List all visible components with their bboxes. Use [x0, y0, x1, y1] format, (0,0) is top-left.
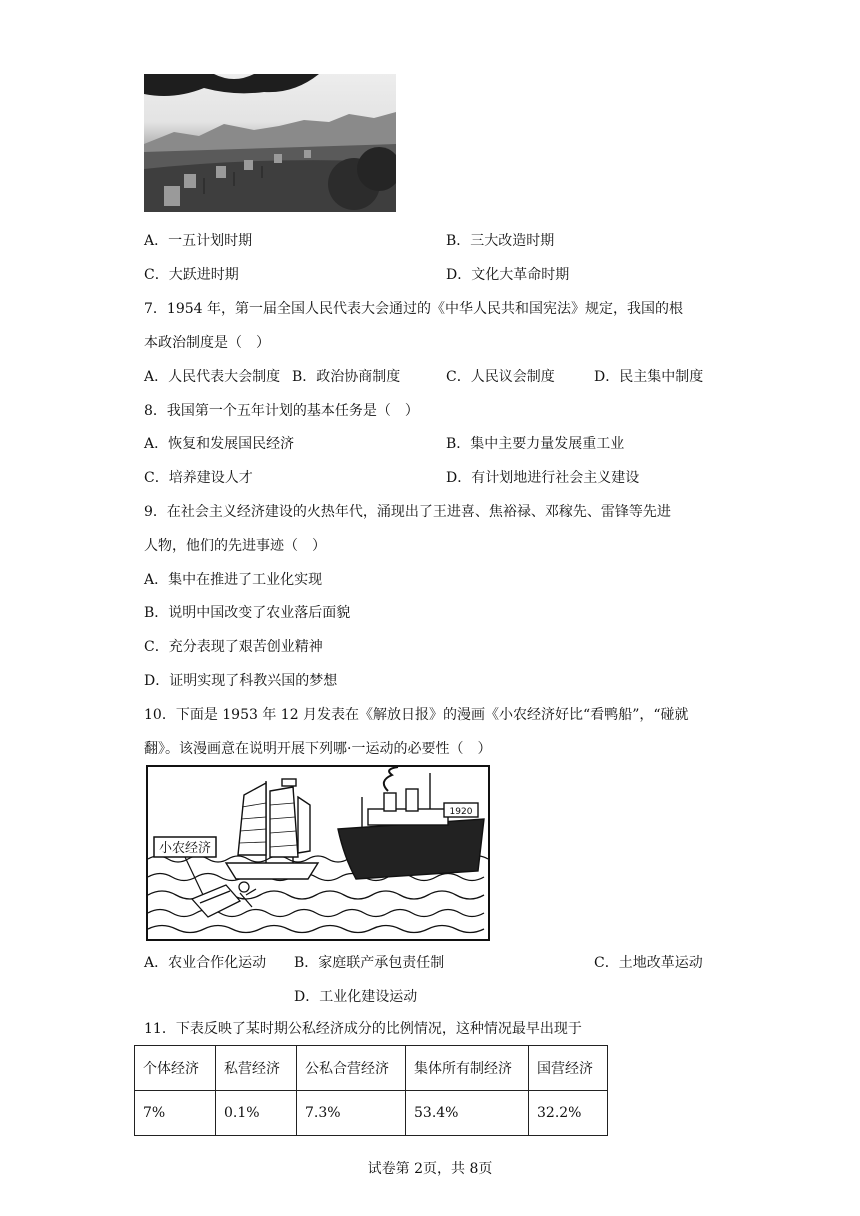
- q10-option-a: A．农业合作化运动: [144, 955, 267, 971]
- q10-stem-line2: 翻》。该漫画意在说明开展下列哪·一运动的必要性（ ）: [144, 741, 492, 757]
- q9-stem-line1: 9．在社会主义经济建设的火热年代，涌现出了王进喜、焦裕禄、邓稼先、雷锋等先进: [144, 504, 671, 520]
- q7-option-c: C．人民议会制度: [446, 369, 555, 385]
- boat-cartoon-drawing: [148, 767, 488, 939]
- q11-stem: 11．下表反映了某时期公私经济成分的比例情况，这种情况最早出现于: [144, 1021, 582, 1037]
- q9-option-a: A．集中在推进了工业化实现: [144, 572, 323, 588]
- q6-option-d: D．文化大革命时期: [446, 267, 570, 283]
- q7-stem-line2: 本政治制度是（ ）: [144, 335, 270, 351]
- boat-cartoon: [146, 765, 490, 941]
- q10-option-c: C．土地改革运动: [594, 955, 703, 971]
- q6-option-a: A．一五计划时期: [144, 233, 253, 249]
- q6-option-b: B．三大改造时期: [446, 233, 555, 249]
- table-cell: 7%: [135, 1091, 216, 1136]
- table-header-cell: 公私合营经济: [297, 1046, 406, 1091]
- table-header-cell: 个体经济: [135, 1046, 216, 1091]
- table-cell: 0.1%: [216, 1091, 297, 1136]
- q8-option-b: B．集中主要力量发展重工业: [446, 436, 625, 452]
- q6-option-c: C．大跃进时期: [144, 267, 239, 283]
- table-cell: 7.3%: [297, 1091, 406, 1136]
- q9-option-b: B．说明中国改变了农业落后面貌: [144, 605, 351, 621]
- q10-option-d: D．工业化建设运动: [294, 989, 418, 1005]
- construction-photo: [144, 74, 396, 212]
- page-footer: 试卷第 2页，共 8页: [367, 1161, 493, 1177]
- q9-option-d: D．证明实现了科教兴国的梦想: [144, 673, 338, 689]
- economy-ratio-table: [134, 1045, 608, 1136]
- q10-stem-line1: 10．下面是 1953 年 12 月发表在《解放日报》的漫画《小农经济好比“看鸭船”，“碰就: [144, 707, 689, 723]
- table-cell: 53.4%: [406, 1091, 529, 1136]
- q7-option-b: B．政治协商制度: [292, 369, 401, 385]
- q8-option-a: A．恢复和发展国民经济: [144, 436, 295, 452]
- ship-label: 1920: [449, 807, 473, 817]
- table-row: [135, 1091, 608, 1136]
- table-header-row: [135, 1046, 608, 1091]
- q10-option-b: B．家庭联产承包责任制: [294, 955, 445, 971]
- q9-option-c: C．充分表现了艰苦创业精神: [144, 639, 323, 655]
- table-header-cell: 集体所有制经济: [406, 1046, 529, 1091]
- construction-photo-drawing: [144, 74, 396, 212]
- q8-stem: 8．我国第一个五年计划的基本任务是（ ）: [144, 403, 419, 419]
- q8-option-d: D．有计划地进行社会主义建设: [446, 470, 640, 486]
- table-header-cell: 国营经济: [529, 1046, 608, 1091]
- q9-stem-line2: 人物，他们的先进事迹（ ）: [144, 538, 326, 554]
- q7-stem-line1: 7．1954 年，第一届全国人民代表大会通过的《中华人民共和国宪法》规定，我国的根: [144, 301, 683, 317]
- q8-option-c: C．培养建设人才: [144, 470, 253, 486]
- small-farm-economy-label: 小农经济: [158, 841, 212, 856]
- q7-option-a: A．人民代表大会制度: [144, 369, 281, 385]
- table-cell: 32.2%: [529, 1091, 608, 1136]
- table-header-cell: 私营经济: [216, 1046, 297, 1091]
- q7-option-d: D．民主集中制度: [594, 369, 704, 385]
